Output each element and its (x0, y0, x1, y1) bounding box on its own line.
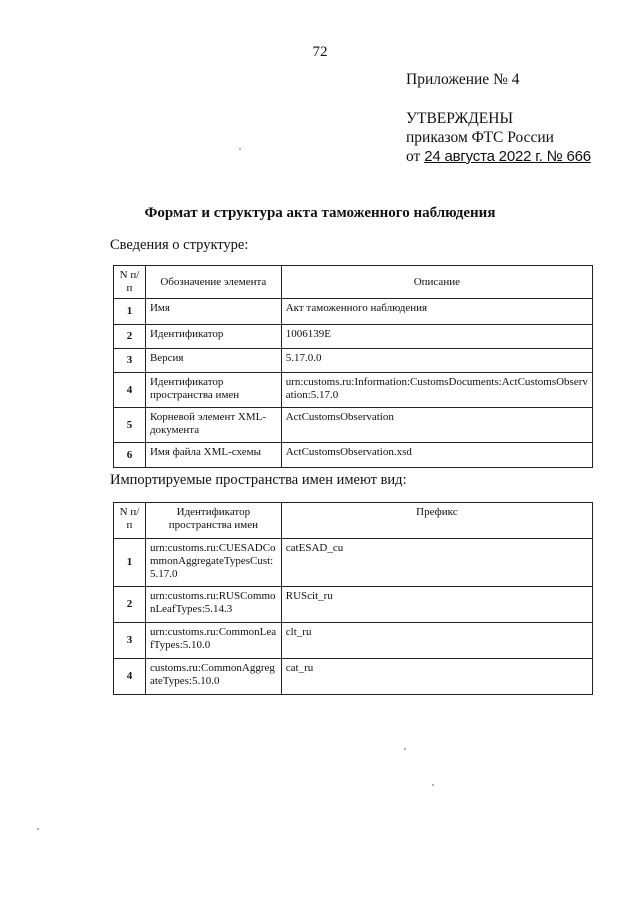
row-namespace: customs.ru:CommonAggregateTypes:5.10.0 (145, 659, 281, 695)
table-row (114, 299, 593, 325)
imports-label: Импортируемые пространства имен имеют вид: (110, 472, 407, 488)
scan-speck (37, 828, 39, 830)
header-namespace: Идентификатор пространства имен (145, 503, 281, 539)
table-row (114, 373, 593, 408)
order-date-line (406, 147, 591, 166)
row-namespace: urn:customs.ru:CUESADCommonAggregateTypesCust:5.17.0 (145, 539, 281, 587)
row-element: Имя файла XML-схемы (145, 443, 281, 468)
row-num: 1 (114, 539, 146, 587)
imports-table (113, 502, 593, 695)
approval-block (406, 70, 591, 166)
table-row (114, 349, 593, 373)
row-description: ActCustomsObservation.xsd (281, 443, 592, 468)
table-row (114, 623, 593, 659)
row-element: Корневой элемент XML-документа (145, 408, 281, 443)
row-element: Версия (145, 349, 281, 373)
annex-label: Приложение № 4 (406, 71, 520, 88)
row-prefix: clt_ru (281, 623, 592, 659)
row-num: 3 (114, 623, 146, 659)
row-num: 6 (114, 443, 146, 468)
imports-header-row (114, 503, 593, 539)
row-num: 1 (114, 299, 146, 325)
row-namespace: urn:customs.ru:CommonLeafTypes:5.10.0 (145, 623, 281, 659)
scan-speck (239, 148, 241, 150)
structure-header-row (114, 266, 593, 299)
order-date: 24 августа 2022 г. № 666 (424, 148, 591, 165)
row-num: 2 (114, 587, 146, 623)
header-description: Описание (281, 266, 592, 299)
table-row (114, 325, 593, 349)
header-prefix: Префикс (281, 503, 592, 539)
table-row (114, 539, 593, 587)
row-element: Имя (145, 299, 281, 325)
header-element: Обозначение элемента (145, 266, 281, 299)
row-num: 5 (114, 408, 146, 443)
table-row (114, 408, 593, 443)
scan-speck (404, 748, 406, 750)
row-description: Акт таможенного наблюдения (281, 299, 592, 325)
row-description: 1006139E (281, 325, 592, 349)
order-label: приказом ФТС России (406, 129, 554, 146)
table-row (114, 587, 593, 623)
row-num: 2 (114, 325, 146, 349)
row-description: 5.17.0.0 (281, 349, 592, 373)
row-num: 4 (114, 659, 146, 695)
row-element: Идентификатор (145, 325, 281, 349)
table-row (114, 443, 593, 468)
row-element: Идентификатор пространства имен (145, 373, 281, 408)
approved-label: УТВЕРЖДЕНЫ (406, 110, 513, 127)
row-prefix: cat_ru (281, 659, 592, 695)
scan-speck (432, 784, 434, 786)
date-prefix: от (406, 148, 421, 165)
row-description: urn:customs.ru:Information:CustomsDocuments:ActCustomsObservation:5.17.0 (281, 373, 592, 408)
row-num: 3 (114, 349, 146, 373)
header-num: N п/п (114, 503, 146, 539)
row-description: ActCustomsObservation (281, 408, 592, 443)
structure-label: Сведения о структуре: (110, 237, 249, 253)
row-num: 4 (114, 373, 146, 408)
structure-table (113, 265, 593, 468)
table-row (114, 659, 593, 695)
header-num: N п/п (114, 266, 146, 299)
page-number: 72 (312, 44, 328, 60)
document-title: Формат и структура акта таможенного наблюдения (144, 205, 496, 221)
row-prefix: catESAD_cu (281, 539, 592, 587)
row-namespace: urn:customs.ru:RUSCommonLeafTypes:5.14.3 (145, 587, 281, 623)
row-prefix: RUScit_ru (281, 587, 592, 623)
